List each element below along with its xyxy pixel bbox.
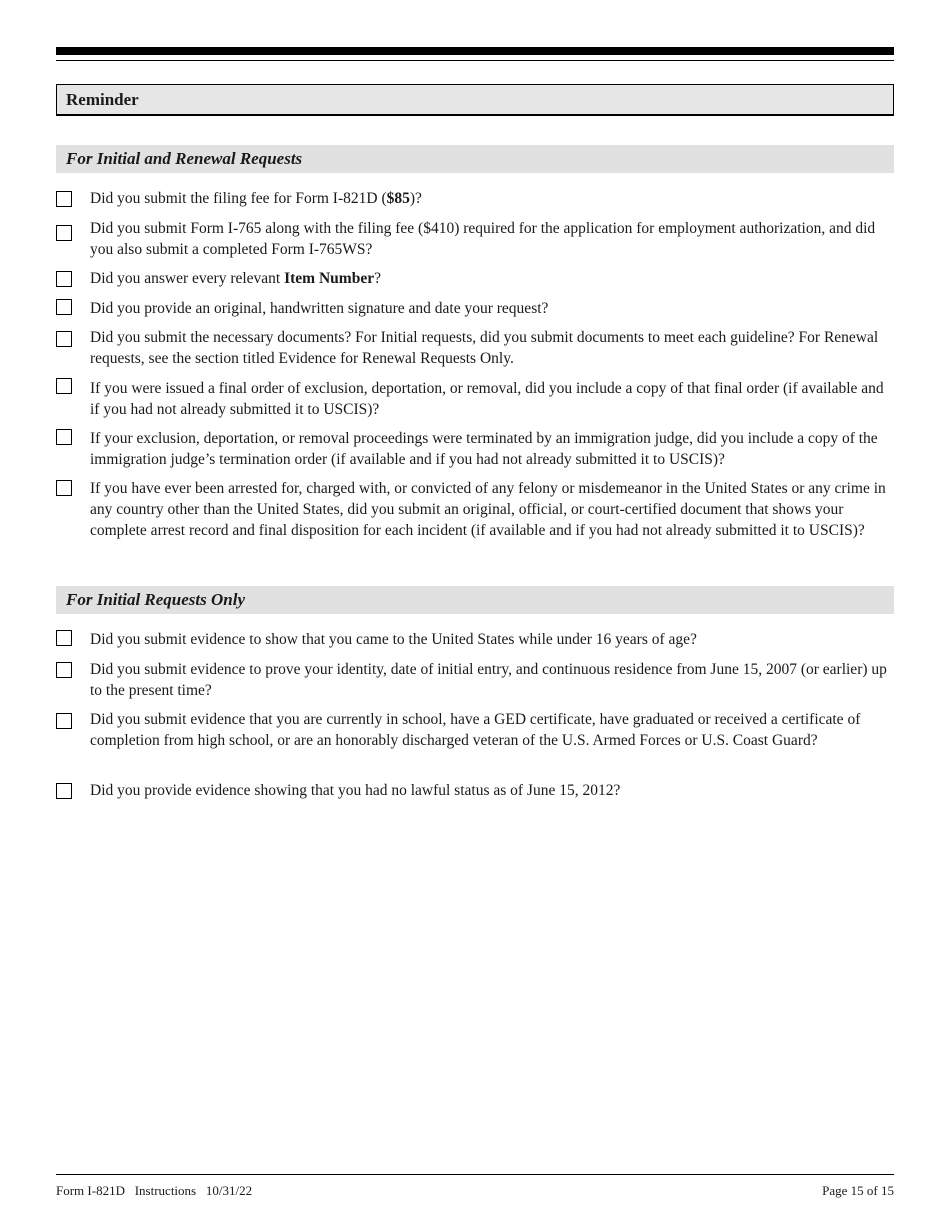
checkbox[interactable] <box>56 480 72 496</box>
checkbox[interactable] <box>56 783 72 799</box>
checkbox[interactable] <box>56 429 72 445</box>
checkbox[interactable] <box>56 662 72 678</box>
checkbox[interactable] <box>56 713 72 729</box>
header-thin-rule <box>56 60 894 61</box>
reminder-title: Reminder <box>66 90 139 109</box>
checklist-item-text: Did you answer every relevant Item Number? <box>90 270 381 287</box>
section-heading-initial-only <box>56 586 894 614</box>
reminder-box <box>56 84 894 116</box>
checklist-item-text: If your exclusion, deportation, or removal proceedings were terminated by an immigration judge, did you include a copy of the immigration judge’s termination order (if available and if you had not already submitted it to USCIS)? <box>90 430 878 468</box>
checklist-item-text: Did you submit the necessary documents? For Initial requests, did you submit documents to meet each guideline? For Renewal requests, see the section titled Evidence for Renewal Requests Only. <box>90 329 879 367</box>
checkbox[interactable] <box>56 331 72 347</box>
footer-form-info: Form I-821D Instructions 10/31/22 <box>56 1183 253 1198</box>
checklist-item-text: If you were issued a final order of exclusion, deportation, or removal, did you include a copy of that final order (if available and if you had not already submitted it to USCIS)? <box>90 380 884 418</box>
checklist-item-text: Did you provide evidence showing that you had no lawful status as of June 15, 2012? <box>90 782 621 799</box>
checklist-item-text: If you have ever been arrested for, charged with, or convicted of any felony or misdemeanor in the United States or any crime in any country other than the United States, did you submit an original, official, or court-certified document that shows your complete arrest record and final disposition for each incident (if available and if you had not already submitted it to USCIS)? <box>90 480 886 539</box>
checkbox[interactable] <box>56 271 72 287</box>
checklist-item-text: Did you submit Form I-765 along with the filing fee ($410) required for the application for employment authorization, and did you also submit a completed Form I-765WS? <box>90 220 876 258</box>
checklist-item-text: Did you submit evidence that you are currently in school, have a GED certificate, have graduated or received a certificate of completion from high school, or are an honorably discharged veteran of the U.S. Armed Forces or U.S. Coast Guard? <box>90 711 861 749</box>
section-heading-initial-renewal <box>56 145 894 173</box>
footer-rule <box>56 1174 894 1175</box>
checklist-item-text: Did you provide an original, handwritten signature and date your request? <box>90 300 549 317</box>
document-page <box>56 0 894 1230</box>
checkbox[interactable] <box>56 191 72 207</box>
checkbox[interactable] <box>56 225 72 241</box>
footer-page-number: Page 15 of 15 <box>822 1183 894 1198</box>
header-thick-rule <box>56 47 894 55</box>
checkbox[interactable] <box>56 630 72 646</box>
checklist-item-text: Did you submit evidence to show that you came to the United States while under 16 years of age? <box>90 631 697 648</box>
checklist-item-text: Did you submit evidence to prove your identity, date of initial entry, and continuous residence from June 15, 2007 (or earlier) up to the present time? <box>90 661 887 699</box>
checkbox[interactable] <box>56 299 72 315</box>
checkbox[interactable] <box>56 378 72 394</box>
section-heading-text: For Initial Requests Only <box>66 590 246 609</box>
section-heading-text: For Initial and Renewal Requests <box>66 149 303 168</box>
checklist-item-text: Did you submit the filing fee for Form I-821D ($85)? <box>90 190 422 207</box>
